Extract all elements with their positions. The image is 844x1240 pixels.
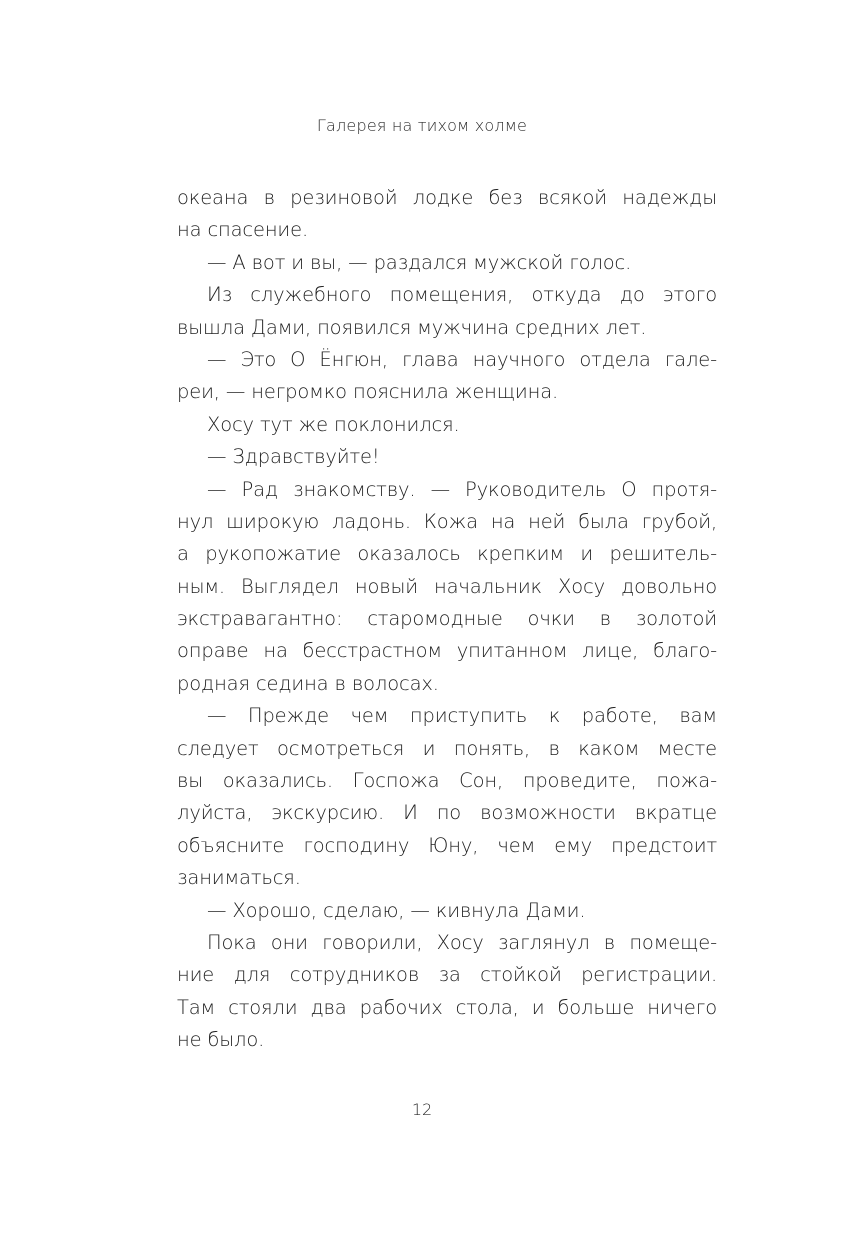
text-line: реи, — негромко пояснила женщина. (177, 380, 559, 404)
text-line: — Хорошо, сделаю, — кивнула Дами. (207, 898, 586, 922)
text-line: — Здравствуйте! (207, 445, 380, 469)
running-head: Галерея на тихом холме (316, 116, 528, 135)
text-line: нул широкую ладонь. Кожа на ней была грубой, (177, 509, 717, 533)
text-line: — Прежде чем приступить к работе, вам (207, 704, 717, 728)
text-line: океана в резиновой лодке без всякой надежды (177, 186, 717, 209)
text-line: следует осмотреться и понять, в каком месте (177, 736, 717, 760)
text-line: Из служебного помещения, откуда до этого (207, 283, 717, 307)
text-line: — А вот и вы, — раздался мужской голос. (207, 250, 632, 274)
text-line: на спасение. (177, 218, 309, 242)
text-line: оправе на бесстрастном упитанном лице, благо- (177, 639, 717, 663)
text-line: экстравагантно: старомодные очки в золотой (177, 607, 717, 631)
text-line: не было. (177, 1028, 265, 1052)
text-line: вышла Дами, появился мужчина средних лет. (177, 315, 647, 339)
text-line: объясните господину Юну, чем ему предстоит (177, 833, 717, 857)
text-line: ным. Выглядел новый начальник Хосу довольно (177, 574, 717, 598)
text-line: Хосу тут же поклонился. (207, 412, 460, 436)
text-line: — Это О Ёнгюн, глава научного отдела гале- (207, 347, 717, 371)
text-line: заниматься. (177, 866, 301, 890)
text-line: — Рад знакомству. — Руководитель О протя- (207, 477, 717, 501)
text-line: Пока они говорили, Хосу заглянул в помеще- (207, 930, 717, 954)
body-text (177, 182, 717, 1057)
text-line: ние для сотрудников за стойкой регистрации. (177, 963, 717, 987)
text-line: родная седина в волосах. (177, 671, 439, 695)
text-line: луйста, экскурсию. И по возможности вкратце (177, 801, 717, 825)
text-line: а рукопожатие оказалось крепким и решитель- (177, 542, 717, 566)
text-line: вы оказались. Госпожа Сон, проведите, пожа- (177, 769, 717, 793)
page-number: 12 (411, 1100, 433, 1119)
text-line: Там стояли два рабочих стола, и больше ничего (177, 995, 717, 1019)
